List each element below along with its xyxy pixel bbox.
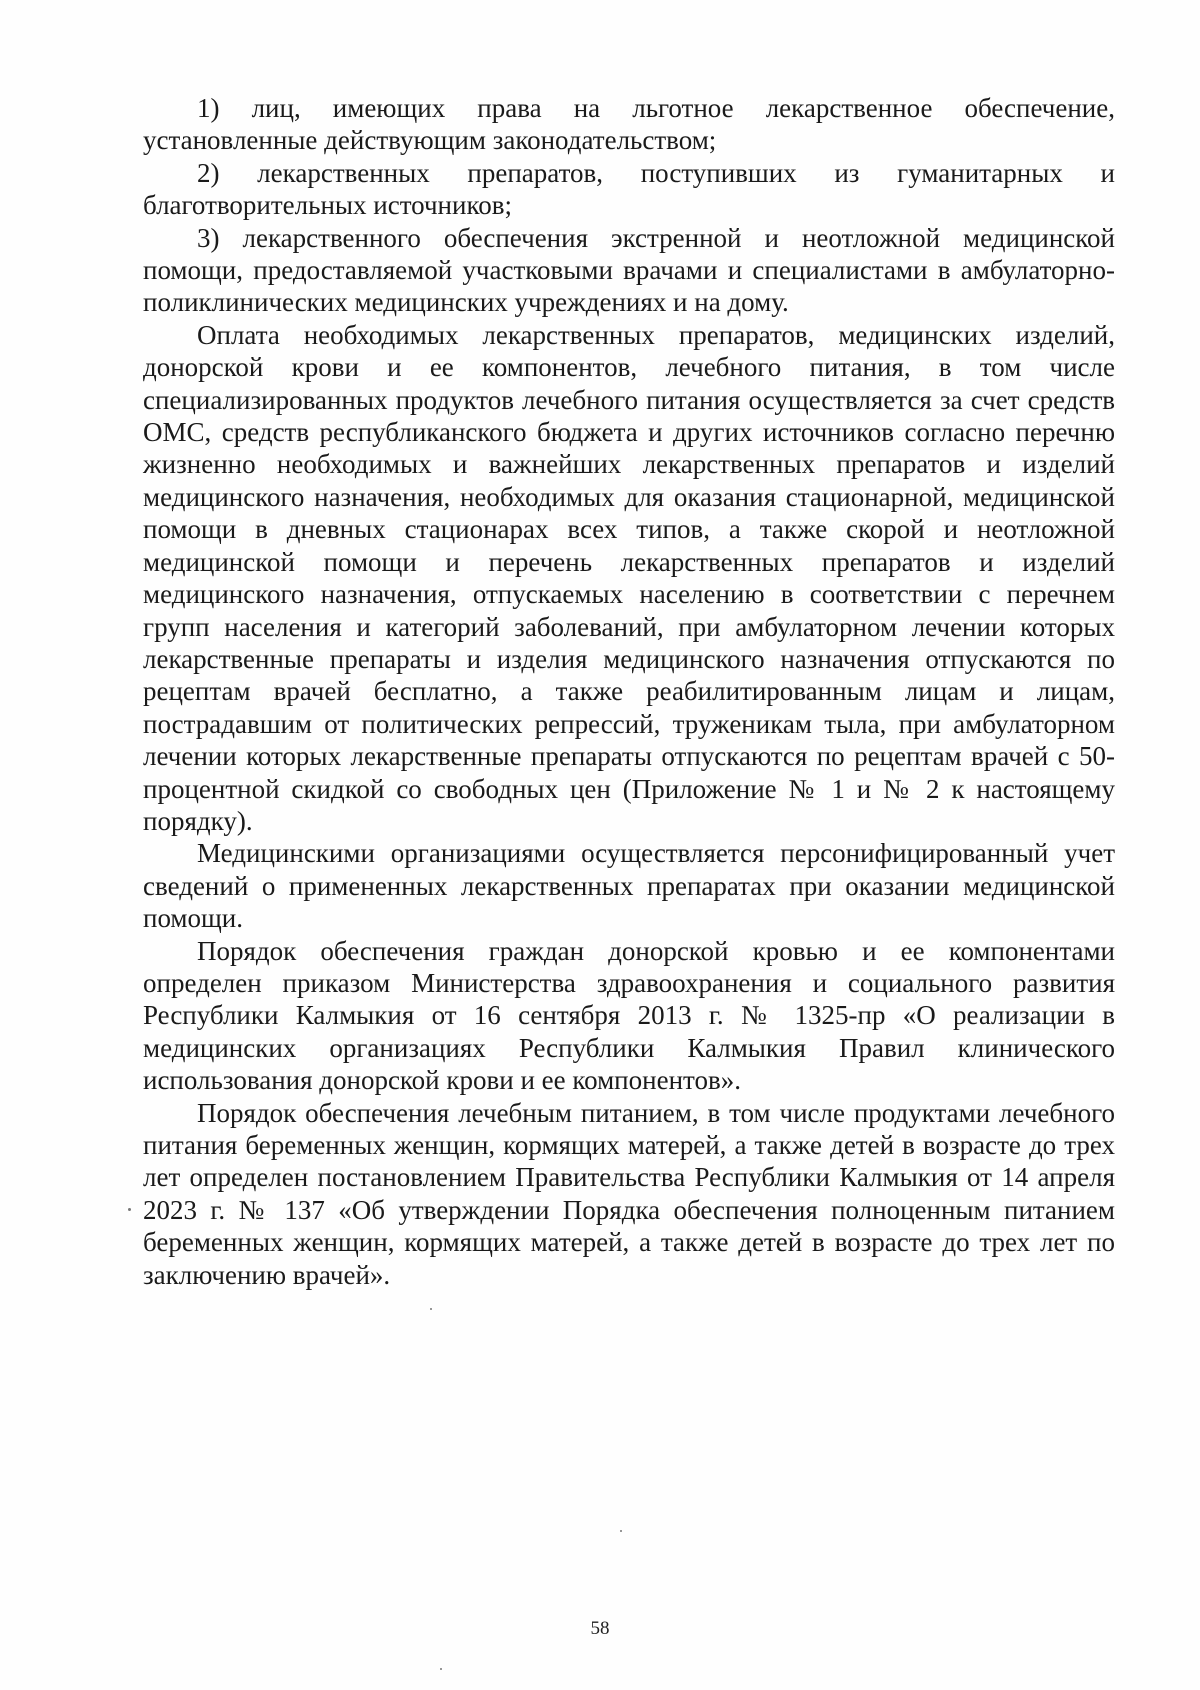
scan-speck [430, 1308, 432, 1310]
scan-speck [440, 1668, 442, 1670]
paragraph-item-3: 3) лекарственного обеспечения экстренной и неотложной медицинской помощи, предоставляемой участковыми врачами и специалистами в амбулаторно-поликлинических медицинских учреждениях и на дому. [143, 222, 1115, 318]
page-number: 58 [590, 1618, 610, 1639]
paragraph-personified-accounting: Медицинскими организациями осуществляется персонифицированный учет сведений о примененных лекарственных препаратах при оказании медицинской помощи. [143, 838, 1115, 934]
paragraph-medical-nutrition: Порядок обеспечения лечебным питанием, в том числе продуктами лечебного питания беременных женщин, кормящих матерей, а также детей в возрасте до трех лет определен постановлением Правительства Республики Калмыкия от 14 апреля 2023 г. № 137 «Об утверждении Порядка обеспечения полноценным питанием беременных женщин, кормящих матерей, а также детей в возрасте до трех лет по заключению врачей». [143, 1097, 1115, 1290]
paragraph-payment: Оплата необходимых лекарственных препаратов, медицинских изделий, донорской крови и ее компонентов, лечебного питания, в том числе специализированных продуктов лечебного питания осуществляется за счет средств ОМС, средств республиканского бюджета и других источников согласно перечню жизненно необходимых и важнейших лекарственных препаратов и изделий медицинского назначения, необходимых для оказания стационарной, медицинской помощи в дневных стационарах всех типов, а также скорой и неотложной медицинской помощи и перечень лекарственных препаратов и изделий медицинского назначения, отпускаемых населению в соответствии с перечнем групп населения и категорий заболеваний, при амбулаторном лечении которых лекарственные препараты и изделия медицинского назначения отпускаются по рецептам врачей бесплатно, а также реабилитированным лицам и лицам, пострадавшим от политических репрессий, труженикам тыла, при амбулаторном лечении которых лекарственные препараты отпускаются по рецептам врачей с 50-процентной скидкой со свободных цен (Приложение № 1 и № 2 к настоящему порядку). [143, 319, 1115, 836]
paragraph-donor-blood: Порядок обеспечения граждан донорской кровью и ее компонентами определен приказом Министерства здравоохранения и социального развития Республики Калмыкия от 16 сентября 2013 г. № 1325-пр «О реализации в медицинских организациях Республики Калмыкия Правил клинического использования донорской крови и ее компонентов». [143, 935, 1115, 1096]
paragraph-item-1: 1) лиц, имеющих права на льготное лекарственное обеспечение, установленные действующим законодательством; [143, 93, 1115, 156]
scan-speck [128, 1208, 131, 1211]
scan-speck [620, 1530, 622, 1532]
paragraph-item-2: 2) лекарственных препаратов, поступивших из гуманитарных и благотворительных источников; [143, 157, 1115, 221]
body-text [143, 92, 1115, 1291]
